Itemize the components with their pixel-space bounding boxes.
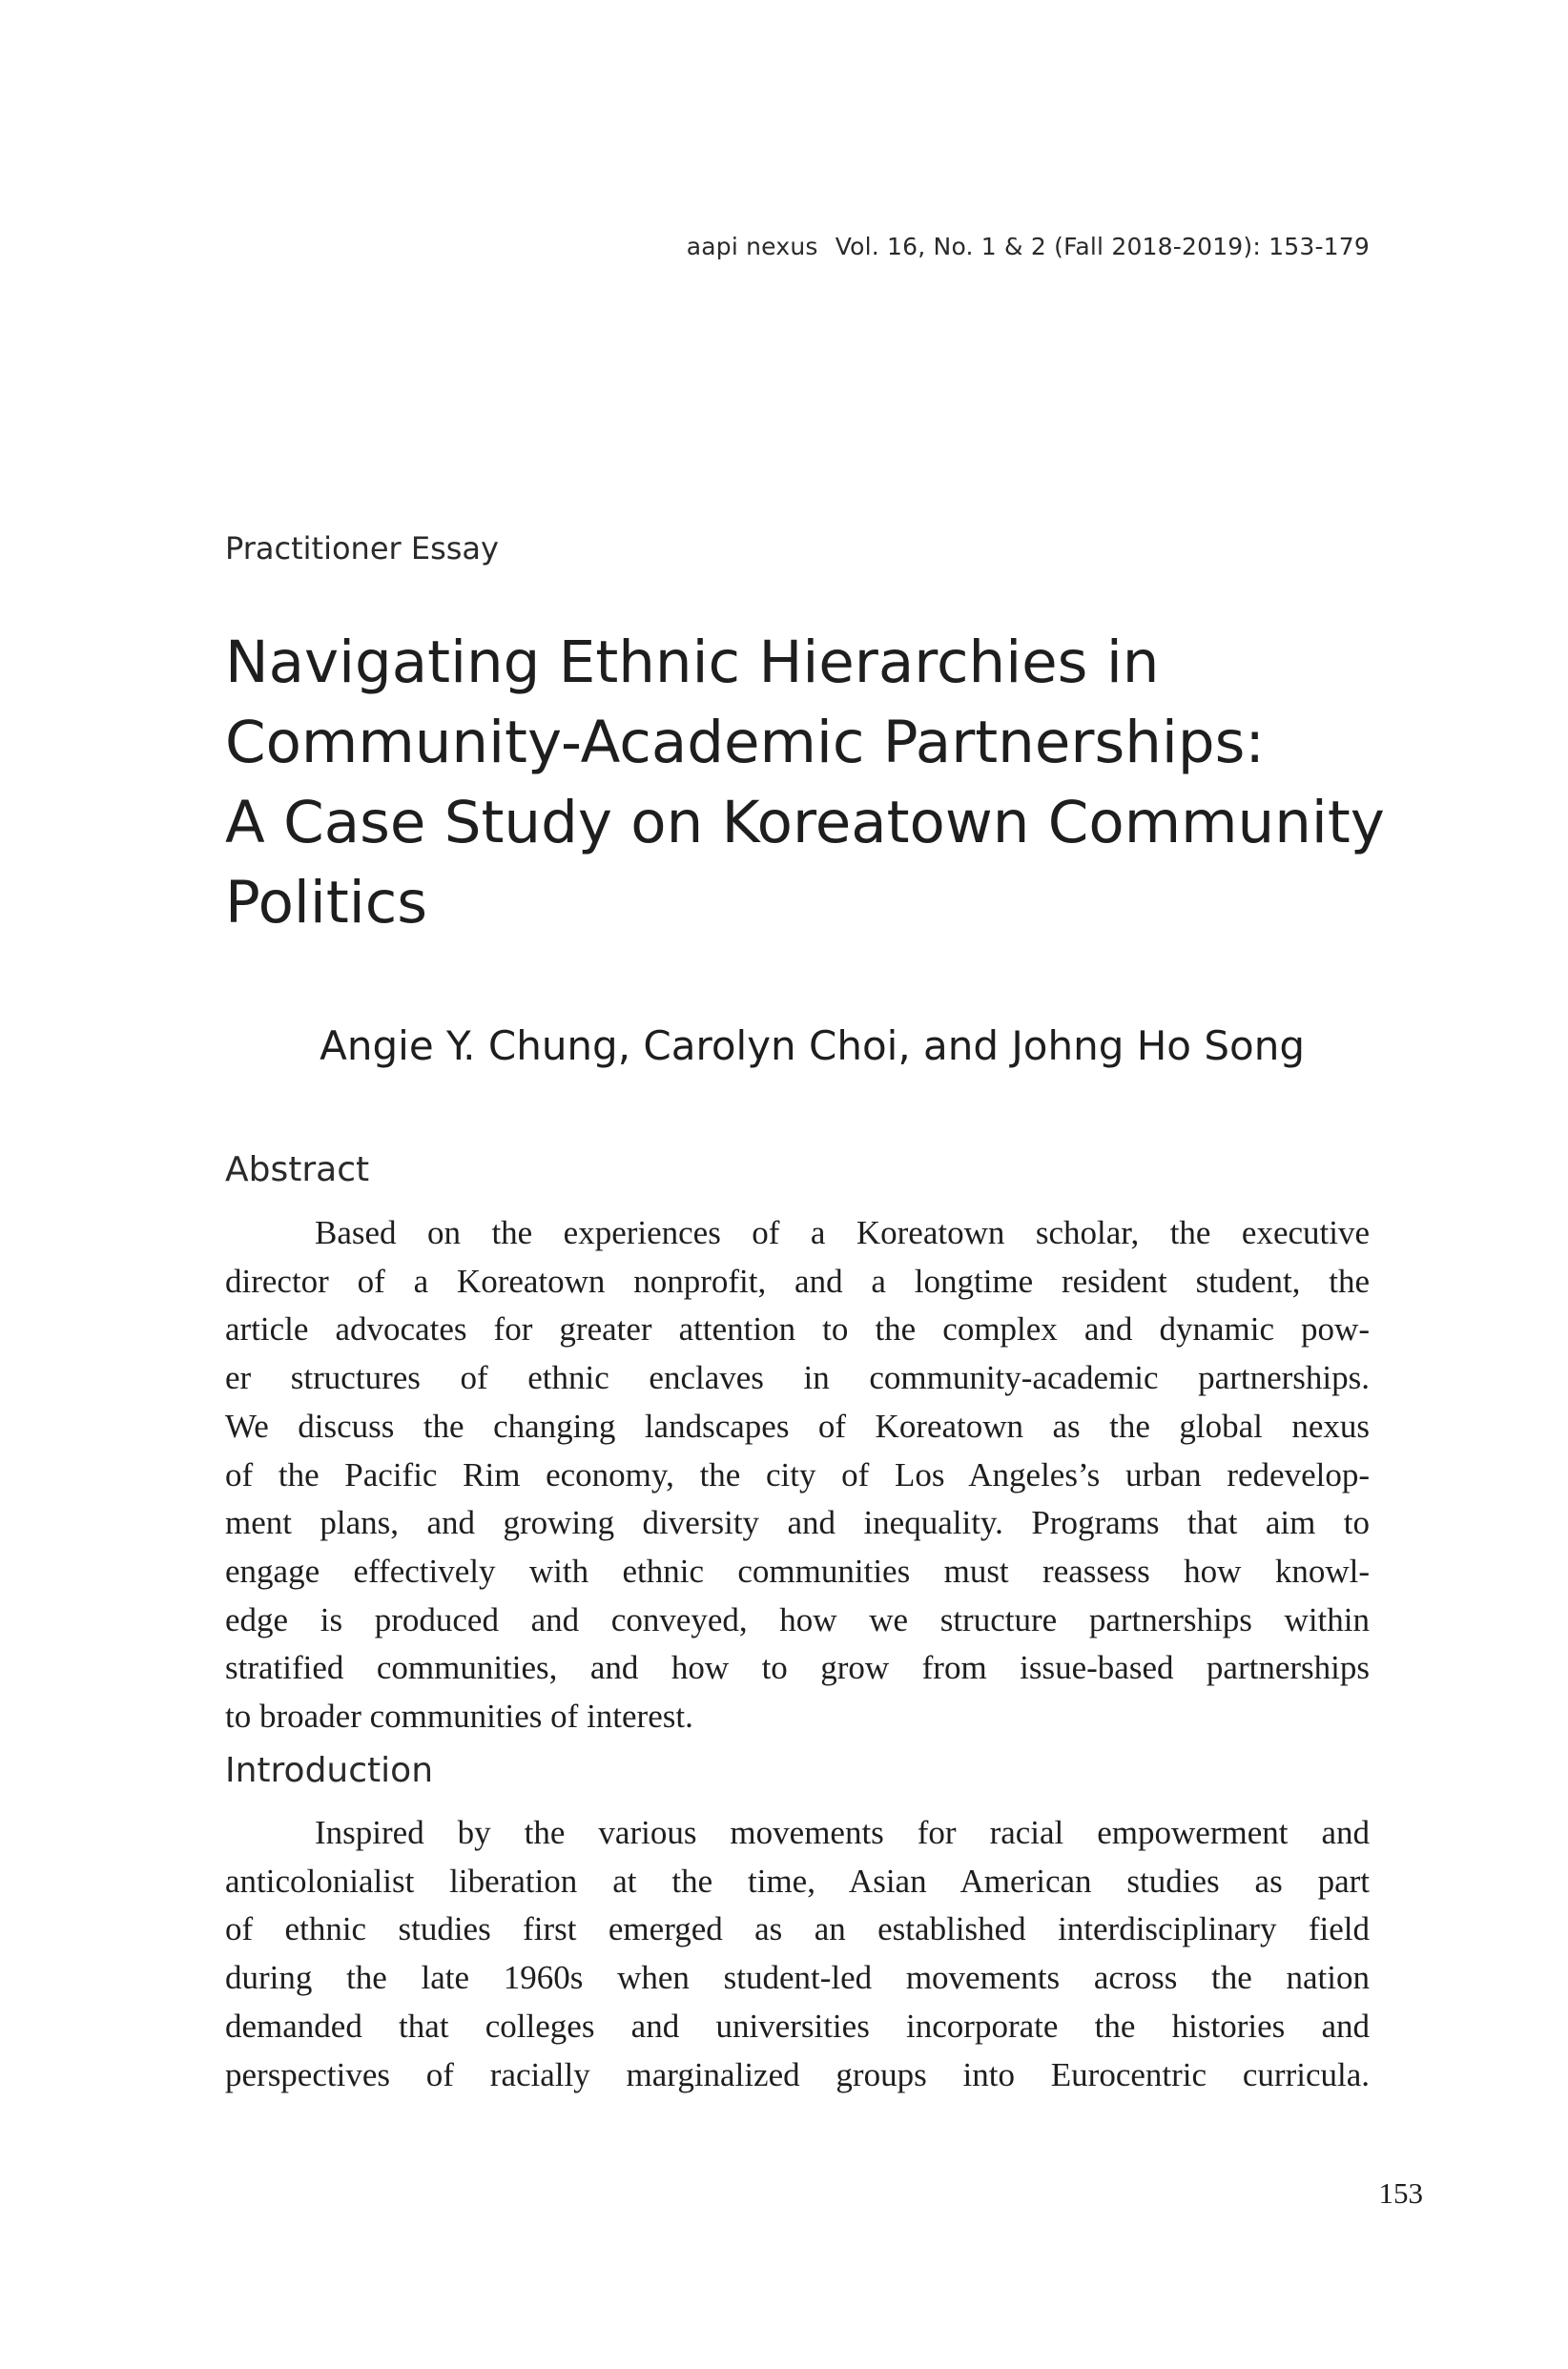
abstract-line: Based on the experiences of a Koreatown scholar, the executive [315,1214,1370,1251]
title-line: Community-Academic Partnerships: [225,709,1265,776]
abstract-line: engage effectively with ethnic communities must reassess how knowl- [225,1552,1370,1590]
introduction-line: anticolonialist liberation at the time, Asian American studies as part [225,1862,1370,1900]
abstract-body [225,1209,1370,1741]
title-line: Navigating Ethnic Hierarchies in [225,628,1160,696]
introduction-body [225,1809,1370,2099]
abstract-line: stratified communities, and how to grow from issue-based partnerships [225,1649,1370,1687]
abstract-line: er structures of ethnic enclaves in community-academic partnerships. [225,1359,1370,1397]
abstract-line: of the Pacific Rim economy, the city of Los Angeles’s urban redevelop- [225,1455,1370,1494]
article-title [225,623,1385,943]
abstract-line: ment plans, and growing diversity and inequality. Programs that aim to [225,1504,1370,1542]
page-number: 153 [1378,2176,1423,2210]
introduction-line: perspectives of racially marginalized groups into Eurocentric curricula. [225,2055,1370,2093]
introduction-line: demanded that colleges and universities incorporate the histories and [225,2007,1370,2045]
author-list: Angie Y. Chung, Carolyn Choi, and Johng Ho Song [320,1022,1305,1069]
journal-citation: Vol. 16, No. 1 & 2 (Fall 2018-2019): 153-179 [835,233,1370,260]
introduction-line: during the late 1960s when student-led movements across the nation [225,1959,1370,1997]
journal-header [687,233,1370,260]
introduction-line: Inspired by the various movements for racial empowerment and [315,1814,1370,1851]
title-line: Politics [225,869,428,937]
abstract-line: We discuss the changing landscapes of Koreatown as the global nexus [225,1407,1370,1445]
abstract-line: to broader communities of interest. [225,1698,693,1736]
introduction-line: of ethnic studies first emerged as an established interdisciplinary field [225,1910,1370,1948]
journal-name: aapi nexus [686,233,818,260]
abstract-line: edge is produced and conveyed, how we structure partnerships within [225,1600,1370,1638]
abstract-line: article advocates for greater attention to the complex and dynamic pow- [225,1310,1370,1349]
abstract-line: director of a Koreatown nonprofit, and a longtime resident student, the [225,1262,1370,1300]
section-label: Practitioner Essay [225,530,499,566]
title-line: A Case Study on Koreatown Community [225,789,1385,856]
introduction-heading: Introduction [225,1751,434,1790]
abstract-heading: Abstract [225,1150,370,1189]
